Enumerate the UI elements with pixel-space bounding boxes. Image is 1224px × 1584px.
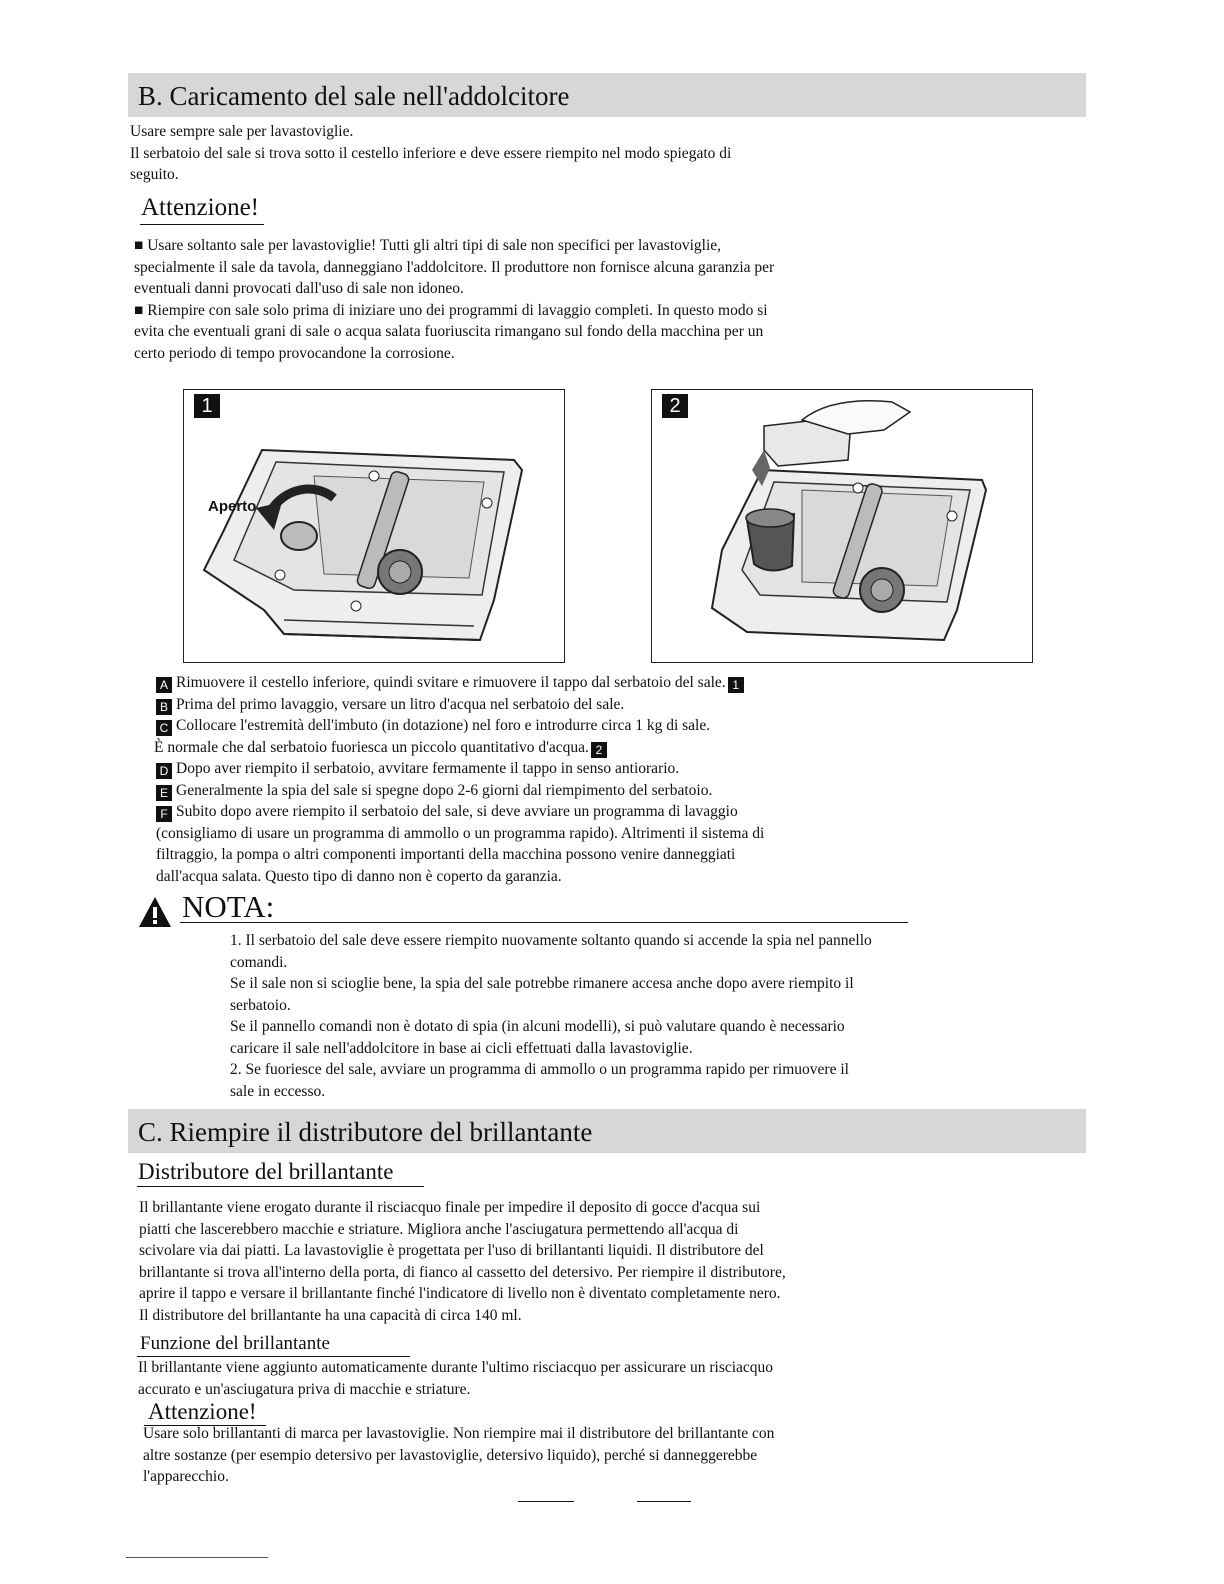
dishwasher-tub-illustration-2 (652, 390, 1032, 662)
sub1-text (139, 1197, 786, 1326)
warning-c-line: altre sostanze (per esempio detersivo per lavastoviglie, detersivo liquido), perché si danneggerebbe (143, 1446, 758, 1464)
badge-c: C (156, 720, 172, 736)
sub1-underline (137, 1186, 424, 1187)
badge-a: A (156, 677, 172, 693)
footer-mark-left (518, 1501, 574, 1502)
note-text (230, 930, 872, 1102)
warning-line: ■ Riempire con sale solo prima di iniziare uno dei programmi di lavaggio completi. In questo modo si (134, 301, 768, 319)
sub2-title: Funzione del brillantante (140, 1333, 330, 1354)
step-f (156, 801, 764, 823)
warning-title-b: Attenzione! (141, 194, 260, 221)
aperto-label: Aperto (208, 498, 257, 515)
section-b-heading: B. Caricamento del sale nell'addolcitore (128, 73, 1086, 117)
intro-line: Il serbatoio del sale si trova sotto il cestello inferiore e deve essere riempito nel modo spiegato di (130, 144, 732, 162)
warning-c-line: l'apparecchio. (143, 1468, 229, 1485)
note-title: NOTA: (182, 889, 275, 924)
figure-number-1: 1 (194, 394, 220, 418)
step-c-text: Collocare l'estremità dell'imbuto (in dotazione) nel foro e introdurre circa 1 kg di sale. (176, 717, 711, 734)
footer-mark-right (637, 1501, 691, 1502)
step-b-text: Prima del primo lavaggio, versare un litro d'acqua nel serbatoio del sale. (176, 695, 625, 713)
sub1-title: Distributore del brillantante (138, 1159, 394, 1184)
step-c-note (154, 737, 764, 759)
note-line: 1. Il serbatoio del sale deve essere riempito nuovamente soltanto quando si accende la spia nel pannello (230, 932, 872, 949)
warning-line: ■ Usare soltanto sale per lavastoviglie! Tutti gli altri tipi di sale non specifici per lavastoviglie, (134, 237, 722, 254)
warning-triangle-icon (137, 895, 173, 929)
step-e (156, 780, 764, 802)
dishwasher-tub-illustration-1 (184, 390, 564, 662)
intro-line: Usare sempre sale per lavastoviglie. (130, 123, 354, 140)
figure-2 (651, 389, 1033, 663)
step-a (156, 672, 764, 694)
sub2-text (138, 1357, 773, 1400)
note-rule (180, 922, 908, 923)
section-b-intro (130, 121, 731, 186)
badge-e: E (156, 785, 172, 801)
warning-line: evita che eventuali grani di sale o acqua salata fuoriuscita rimangano sul fondo della macchina per un (134, 323, 764, 340)
section-c-heading: C. Riempire il distributore del brillantante (128, 1109, 1086, 1153)
sub1-line: Il brillantante viene erogato durante il risciacquo finale per impedire il deposito di gocce d'acqua sui (139, 1199, 761, 1216)
step-a-text: Rimuovere il cestello inferiore, quindi svitare e rimuovere il tappo dal serbatoio del sale. (176, 674, 726, 691)
badge-f: F (156, 806, 172, 822)
step-f-continued: dall'acqua salata. Questo tipo di danno non è coperto da garanzia. (156, 867, 562, 885)
sub1-line: aprire il tappo e versare il brillantante finché l'indicatore di livello non è diventato completamente nero. (139, 1285, 781, 1302)
steps-list (156, 672, 764, 887)
warning-c-line: Usare solo brillantanti di marca per lavastoviglie. Non riempire mai il distributore del brillantante con (143, 1425, 775, 1442)
warning-title-underline (140, 224, 264, 225)
figure-1 (183, 389, 565, 663)
ref-figure-1: 1 (728, 677, 744, 693)
badge-d: D (156, 763, 172, 779)
step-c (156, 715, 764, 737)
note-line: 2. Se fuoriesce del sale, avviare un programma di ammollo o un programma rapido per rimuovere il (230, 1061, 849, 1078)
step-f-continued: (consigliamo di usare un programma di ammollo o un programma rapido). Altrimenti il sistema di (156, 824, 765, 842)
note-line: sale in eccesso. (230, 1082, 326, 1100)
footer-link-line (126, 1557, 268, 1558)
step-f-continued: filtraggio, la pompa o altri componenti importanti della macchina possono venire danneggiati (156, 846, 736, 863)
warning-text-c (143, 1423, 774, 1488)
sub1-line: Il distributore del brillantante ha una capacità di circa 140 ml. (139, 1306, 522, 1324)
intro-line: seguito. (130, 166, 179, 183)
step-e-text: Generalmente la spia del sale si spegne dopo 2-6 giorni dal riempimento del serbatoio. (176, 781, 713, 799)
warning-line: certo periodo di tempo provocandone la corrosione. (134, 344, 455, 362)
figure-number-2: 2 (662, 394, 688, 418)
sub1-line: piatti che lascerebbero macchie e striature. Migliora anche l'asciugatura permettendo all'acqua di (139, 1220, 739, 1238)
note-line: caricare il sale nell'addolcitore in base ai cicli effettuati dalla lavastoviglie. (230, 1039, 693, 1057)
warning-line: eventuali danni provocati dall'uso di sale non idoneo. (134, 280, 464, 297)
sub1-line: brillantante si trova all'interno della porta, di fianco al cassetto del detersivo. Per riempire il distributore, (139, 1263, 786, 1281)
warning-title-c: Attenzione! (148, 1399, 257, 1424)
note-line: Se il sale non si scioglie bene, la spia del sale potrebbe rimanere accesa anche dopo avere riempito il (230, 975, 854, 992)
sub1-line: scivolare via dai piatti. La lavastoviglie è progettata per l'uso di brillantanti liquidi. Il distributore del (139, 1242, 764, 1259)
note-line: Se il pannello comandi non è dotato di spia (in alcuni modelli), si può valutare quando è necessario (230, 1018, 845, 1035)
warning-line: specialmente il sale da tavola, danneggiano l'addolcitore. Il produttore non fornisce alcuna garanzia per (134, 258, 775, 276)
note-line: serbatoio. (230, 996, 291, 1014)
sub2-line: Il brillantante viene aggiunto automaticamente durante l'ultimo risciacquo per assicurare un risciacquo (138, 1359, 774, 1376)
step-b (156, 694, 764, 716)
step-c-note-text: È normale che dal serbatoio fuoriesca un piccolo quantitativo d'acqua. (154, 738, 589, 756)
step-f-text: Subito dopo avere riempito il serbatoio del sale, si deve avviare un programma di lavaggio (176, 803, 738, 820)
step-d-text: Dopo aver riempito il serbatoio, avvitare fermamente il tappo in senso antiorario. (176, 760, 680, 777)
step-d (156, 758, 764, 780)
note-line: comandi. (230, 953, 288, 971)
badge-b: B (156, 699, 172, 715)
ref-figure-2: 2 (591, 742, 607, 758)
sub2-line: accurato e un'asciugatura priva di macchie e striature. (138, 1380, 471, 1398)
warning-text-b (134, 235, 774, 364)
